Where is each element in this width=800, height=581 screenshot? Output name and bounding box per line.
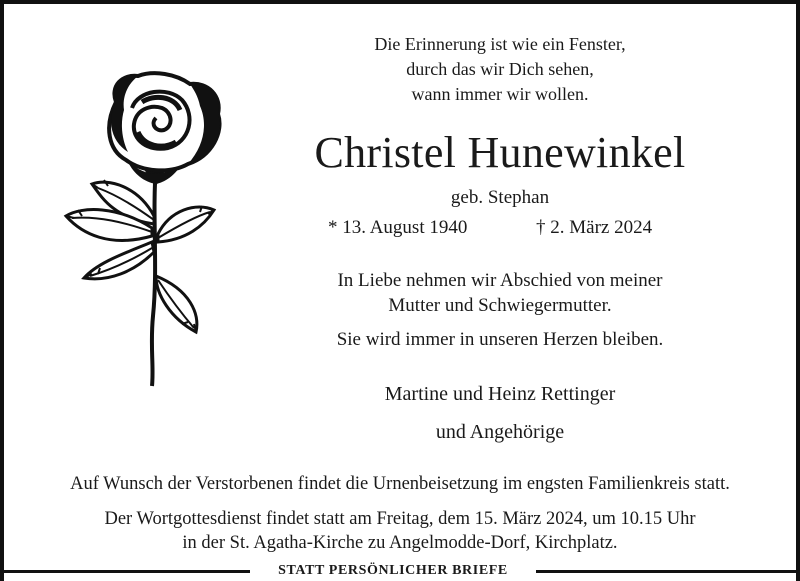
- footer-label: STATT PERSÖNLICHER BRIEFE: [278, 563, 508, 578]
- burial-notice: Auf Wunsch der Verstorbenen findet die Urnenbeisetzung im engsten Familienkreis statt.: [70, 474, 730, 494]
- rose-icon: [58, 66, 228, 388]
- quote-line: Die Erinnerung ist wie ein Fenster,: [374, 34, 626, 54]
- birth-date: * 13. August 1940: [328, 217, 468, 238]
- service-line: Der Wortgottesdienst findet statt am Freitag, dem 15. März 2024, um 10.15 Uhr: [104, 509, 696, 529]
- memorial-quote: [300, 32, 700, 107]
- farewell-line: Mutter und Schwiegermutter.: [388, 295, 612, 316]
- mourner-names: Martine und Heinz Rettinger: [384, 383, 616, 405]
- service-notice: [10, 507, 790, 555]
- mourner-relatives: und Angehörige: [435, 421, 565, 443]
- farewell-message: [270, 268, 730, 318]
- footer-rule-right: [536, 570, 800, 573]
- farewell-line: In Liebe nehmen wir Abschied von meiner: [337, 270, 663, 291]
- quote-line: wann immer wir wollen.: [411, 84, 589, 104]
- closing-message: Sie wird immer in unseren Herzen bleiben.: [336, 329, 664, 350]
- quote-line: durch das wir Dich sehen,: [406, 59, 594, 79]
- maiden-name: geb. Stephan: [450, 187, 550, 208]
- service-line: in der St. Agatha-Kirche zu Angelmodde-Dorf, Kirchplatz.: [182, 533, 618, 553]
- footer-rule-left: [0, 570, 250, 573]
- deceased-name: Christel Hunewinkel: [314, 128, 686, 177]
- death-date: † 2. März 2024: [536, 217, 653, 238]
